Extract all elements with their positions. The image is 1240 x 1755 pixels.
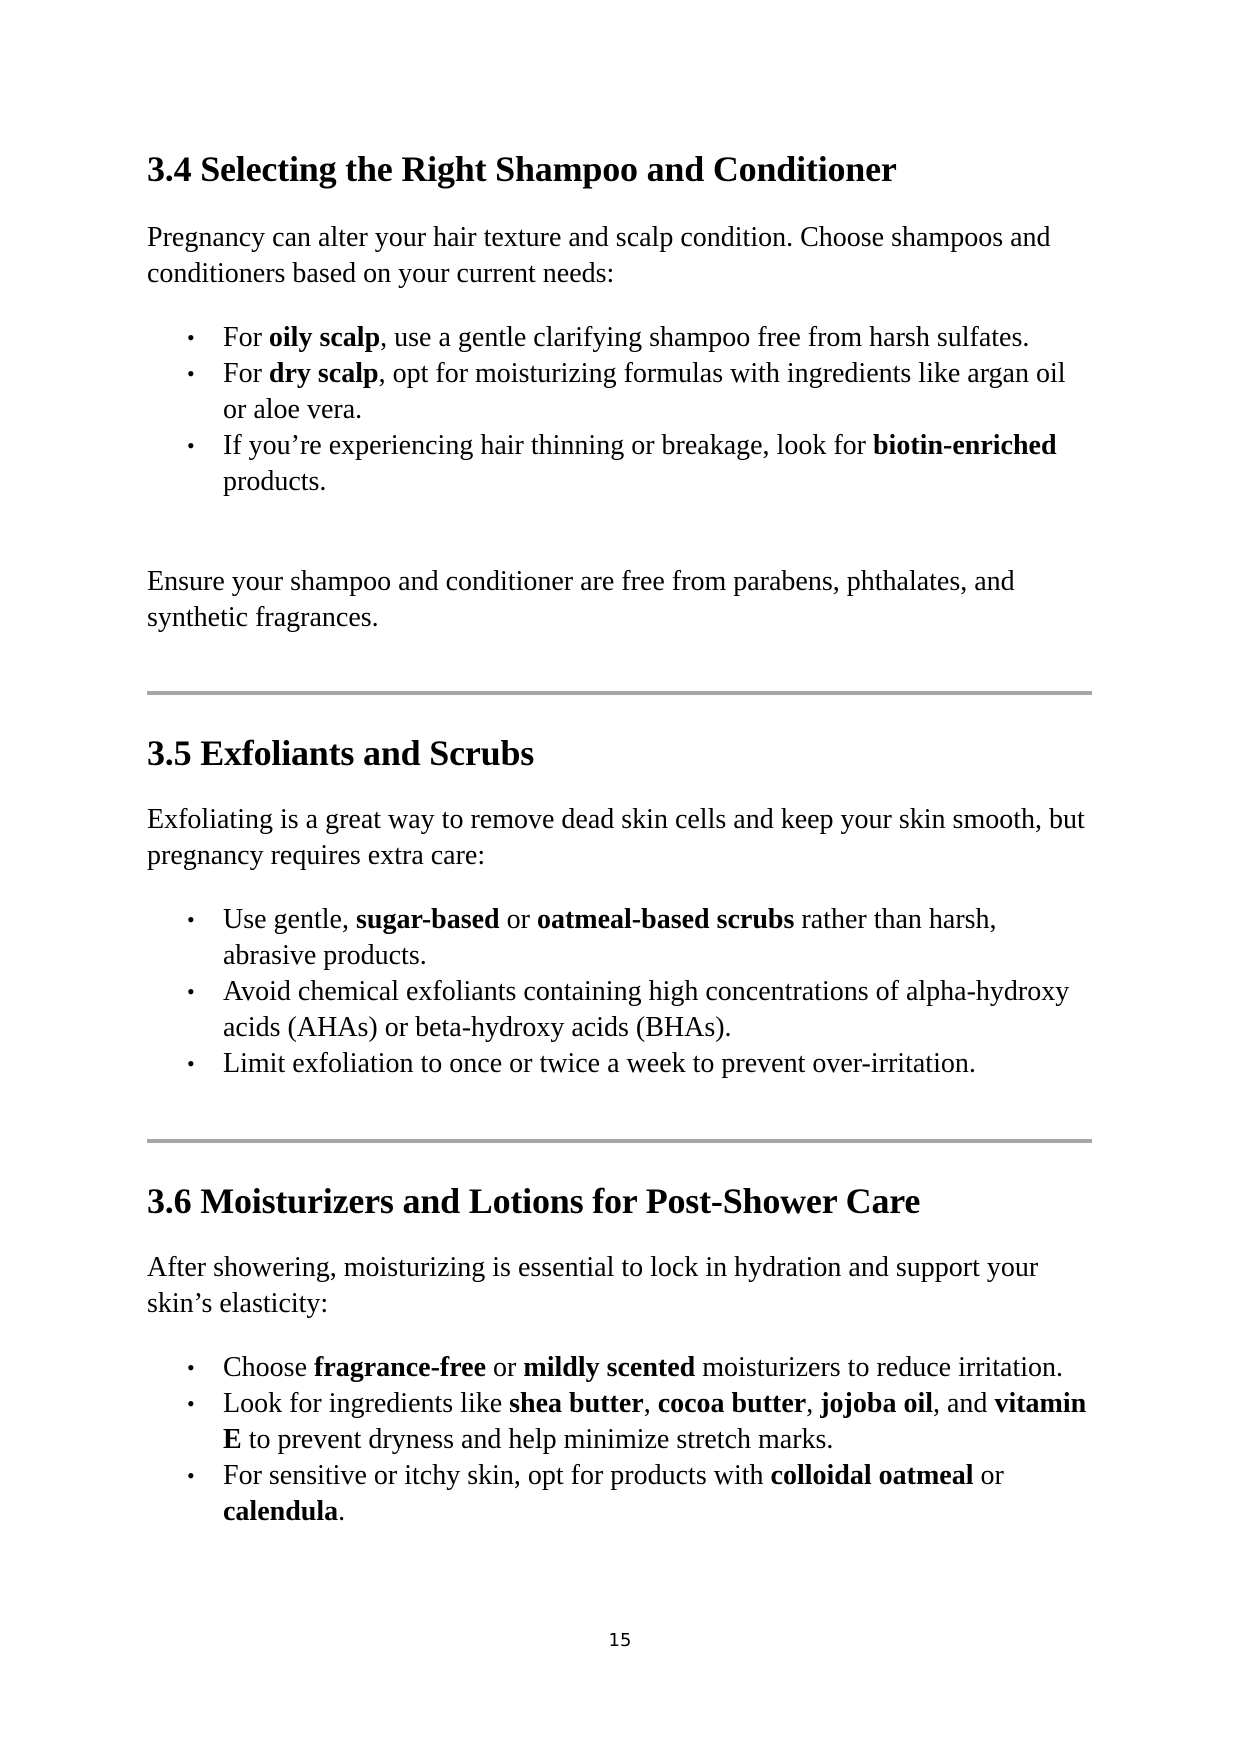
section-heading-3-5: 3.5 Exfoliants and Scrubs (147, 733, 535, 773)
list-item: • Avoid chemical exfoliants containing high concentrations of alpha-hydroxy acids (AHAs) or beta-hydroxy acids (BHAs). (187, 976, 1070, 1043)
bullet-list-3-5 (147, 902, 1092, 1082)
emphasis-text: jojoba oil (820, 1388, 933, 1419)
list-item: • For dry scalp, opt for moisturizing formulas with ingredients like argan oil or aloe vera. (187, 358, 1066, 425)
bullet-icon: • (187, 979, 195, 1004)
list-item: • If you’re experiencing hair thinning or breakage, look for biotin-enriched products. (187, 430, 1057, 497)
bullet-icon: • (187, 433, 195, 458)
bullet-icon: • (187, 325, 195, 350)
emphasis-text: oatmeal-based scrubs (536, 904, 795, 935)
emphasis-text: fragrance-free (314, 1352, 487, 1383)
section-intro-3-5: Exfoliating is a great way to remove dead skin cells and keep your skin smooth, but pregnancy requires extra care: (147, 804, 1085, 871)
bullet-icon: • (187, 1355, 195, 1380)
emphasis-text: oily scalp (268, 322, 381, 353)
bullet-icon: • (187, 361, 195, 386)
bullet-icon: • (187, 1051, 195, 1076)
emphasis-text: cocoa butter (657, 1388, 807, 1419)
emphasis-text: shea butter (509, 1388, 644, 1419)
emphasis-text: calendula (223, 1496, 339, 1527)
emphasis-text: sugar-based (355, 904, 500, 935)
emphasis-text: colloidal oatmeal (770, 1460, 974, 1491)
section-outro-3-4: Ensure your shampoo and conditioner are free from parabens, phthalates, and synthetic fragrances. (147, 566, 1015, 633)
bullet-icon: • (187, 907, 195, 932)
list-item: • For oily scalp, use a gentle clarifying shampoo free from harsh sulfates. (147, 320, 1092, 356)
bullet-icon: • (187, 1463, 195, 1488)
emphasis-text: dry scalp (268, 358, 379, 389)
bullet-icon: • (187, 1391, 195, 1416)
section-heading-3-4: 3.4 Selecting the Right Shampoo and Conditioner (147, 149, 897, 189)
list-item: • Use gentle, sugar-based or oatmeal-based scrubs rather than harsh, abrasive products. (187, 904, 997, 971)
section-intro-3-6: After showering, moisturizing is essential to lock in hydration and support your skin’s elasticity: (147, 1252, 1039, 1319)
emphasis-text: mildly scented (523, 1352, 696, 1383)
emphasis-text: vitamin E (223, 1388, 1087, 1455)
list-item: • Look for ingredients like shea butter, cocoa butter, jojoba oil, and vitamin E to prevent dryness and help minimize stretch marks. (187, 1388, 1087, 1455)
page-number: 15 (608, 1630, 632, 1651)
section-heading-3-6: 3.6 Moisturizers and Lotions for Post-Shower Care (147, 1181, 921, 1221)
section-intro-3-4: Pregnancy can alter your hair texture and scalp condition. Choose shampoos and conditioners based on your current needs: (147, 222, 1051, 289)
bullet-list-3-4 (147, 320, 1092, 500)
section-divider (147, 691, 1092, 695)
list-item: • Choose fragrance-free or mildly scented moisturizers to reduce irritation. (147, 1350, 1092, 1386)
bullet-list-3-6 (147, 1350, 1092, 1530)
list-item: • Limit exfoliation to once or twice a week to prevent over-irritation. (147, 1046, 1092, 1082)
list-item: • For sensitive or itchy skin, opt for products with colloidal oatmeal or calendula. (187, 1460, 1004, 1527)
section-divider (147, 1139, 1092, 1143)
emphasis-text: biotin-enriched (872, 430, 1057, 461)
